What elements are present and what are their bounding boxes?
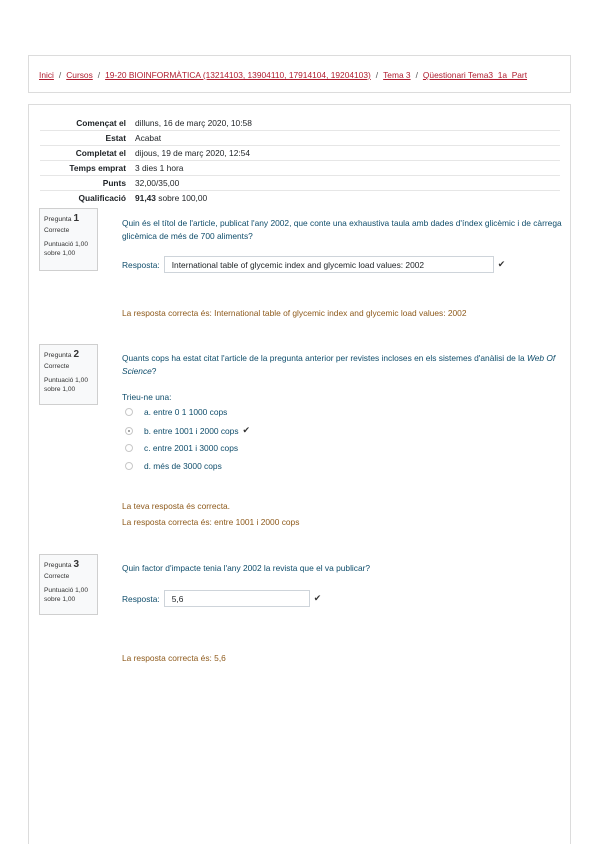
summary-value: 3 dies 1 hora bbox=[135, 163, 184, 173]
question-text-italic: Web Of Science bbox=[122, 353, 556, 376]
summary-row-time-taken bbox=[40, 161, 560, 176]
question-state: Correcte bbox=[44, 363, 70, 370]
answer-row bbox=[122, 256, 505, 273]
question-number-value: 3 bbox=[73, 559, 80, 570]
breadcrumb-separator: / bbox=[375, 70, 379, 80]
question-text-part: ? bbox=[151, 365, 157, 376]
question-prefix: Pregunta bbox=[44, 352, 72, 359]
question-info-box bbox=[39, 208, 98, 271]
question-info-box bbox=[39, 344, 98, 405]
question-number-value: 2 bbox=[73, 349, 80, 360]
right-answer-text: La resposta correcta és: 5,6 bbox=[122, 653, 226, 663]
grade-max: sobre 100,00 bbox=[155, 193, 208, 203]
question-text: Quin factor d'impacte tenia l'any 2002 la revista que el va publicar? bbox=[122, 563, 371, 573]
question-text bbox=[122, 352, 562, 377]
breadcrumb-separator: / bbox=[415, 70, 418, 80]
breadcrumb-separator: / bbox=[97, 70, 101, 80]
feedback-text: La teva resposta és correcta. bbox=[122, 501, 230, 511]
question-number bbox=[44, 349, 93, 360]
option-label: d. més de 3000 cops bbox=[144, 461, 222, 471]
summary-label: Completat el bbox=[75, 148, 126, 158]
summary-row-marks bbox=[40, 176, 560, 191]
breadcrumb-topic-link[interactable]: Tema 3 bbox=[383, 70, 411, 80]
breadcrumb-courses-link[interactable]: Cursos bbox=[66, 70, 93, 80]
option-label: a. entre 0 1 1000 cops bbox=[144, 407, 228, 417]
question-info-box bbox=[39, 554, 98, 615]
summary-value: 32,00/35,00 bbox=[135, 178, 180, 188]
option-b[interactable] bbox=[125, 425, 250, 436]
choose-one-prompt: Trieu-ne una: bbox=[122, 392, 172, 402]
question-text-part: Quants cops ha estat citat l'article de la pregunta anterior per revistes incloses en els sistemes d'anàlisi de la bbox=[122, 353, 527, 363]
question-prefix: Pregunta bbox=[44, 216, 72, 223]
summary-value bbox=[131, 191, 560, 206]
question-number bbox=[44, 559, 93, 570]
question-state: Correcte bbox=[44, 227, 70, 234]
summary-label: Estat bbox=[105, 133, 126, 143]
radio-button[interactable] bbox=[125, 444, 133, 452]
answer-label: Resposta: bbox=[122, 593, 160, 604]
option-d[interactable] bbox=[125, 461, 222, 471]
summary-label: Punts bbox=[102, 178, 126, 188]
right-answer-text: La resposta correcta és: entre 1001 i 2000 cops bbox=[122, 517, 300, 527]
grade-value: 91,43 bbox=[135, 193, 156, 203]
option-c[interactable] bbox=[125, 443, 238, 453]
option-a[interactable] bbox=[125, 407, 227, 417]
option-label: c. entre 2001 i 3000 cops bbox=[144, 443, 239, 453]
question-number bbox=[44, 213, 93, 224]
answer-input[interactable]: 5,6 bbox=[164, 590, 310, 607]
question-number-value: 1 bbox=[73, 213, 80, 224]
grade-line: sobre 1,00 bbox=[44, 250, 76, 257]
summary-label: Temps emprat bbox=[69, 163, 126, 173]
summary-value: dilluns, 16 de març 2020, 10:58 bbox=[135, 118, 252, 128]
summary-row-completed bbox=[40, 146, 560, 161]
question-prefix: Pregunta bbox=[44, 562, 72, 569]
grade-line: sobre 1,00 bbox=[44, 596, 76, 603]
breadcrumb bbox=[39, 70, 527, 80]
summary-row-started bbox=[40, 116, 560, 131]
question-state: Correcte bbox=[44, 573, 70, 580]
summary-row-state bbox=[40, 131, 560, 146]
question-grade bbox=[44, 376, 93, 394]
summary-value: Acabat bbox=[135, 133, 162, 143]
check-icon: ✔ bbox=[497, 259, 506, 269]
breadcrumb-quiz-link[interactable]: Qüestionari Tema3_1a_Part bbox=[422, 70, 528, 80]
breadcrumb-home-link[interactable]: Inici bbox=[39, 70, 54, 80]
right-answer-text: La resposta correcta és: International table of glycemic index and glycemic load values: 2002 bbox=[122, 308, 467, 318]
summary-row-grade bbox=[40, 191, 560, 206]
check-icon: ✔ bbox=[313, 593, 322, 603]
question-grade bbox=[44, 240, 93, 258]
question-grade bbox=[44, 586, 93, 604]
radio-button-selected[interactable] bbox=[125, 427, 133, 435]
main-content-region bbox=[28, 104, 571, 844]
radio-button[interactable] bbox=[125, 462, 133, 470]
grade-line: Puntuació 1,00 bbox=[44, 241, 88, 248]
breadcrumb-separator: / bbox=[58, 70, 62, 80]
option-label: b. entre 1001 i 2000 cops bbox=[144, 425, 239, 436]
grade-line: sobre 1,00 bbox=[44, 386, 76, 393]
breadcrumb-course-link[interactable]: 19-20 BIOINFORMÀTICA (13214103, 13904110, 17914104, 19204103) bbox=[105, 70, 371, 80]
grade-line: Puntuació 1,00 bbox=[44, 377, 88, 384]
radio-button[interactable] bbox=[125, 408, 133, 416]
summary-value: dijous, 19 de març 2020, 12:54 bbox=[135, 148, 251, 158]
question-text: Quin és el títol de l'article, publicat l'any 2002, que conte una exhaustiva taula amb dades d'índex glicèmic i de càrrega glicèmica de més de 700 aliments? bbox=[122, 218, 562, 241]
summary-label: Començat el bbox=[76, 118, 126, 128]
attempt-summary-table bbox=[40, 116, 560, 205]
breadcrumb-container bbox=[28, 55, 571, 93]
answer-row bbox=[122, 590, 321, 607]
answer-label: Resposta: bbox=[122, 259, 160, 270]
grade-line: Puntuació 1,00 bbox=[44, 587, 88, 594]
check-icon: ✔ bbox=[242, 425, 251, 435]
answer-input[interactable]: International table of glycemic index and glycemic load values: 2002 bbox=[164, 256, 494, 273]
summary-label: Qualificació bbox=[78, 193, 126, 203]
